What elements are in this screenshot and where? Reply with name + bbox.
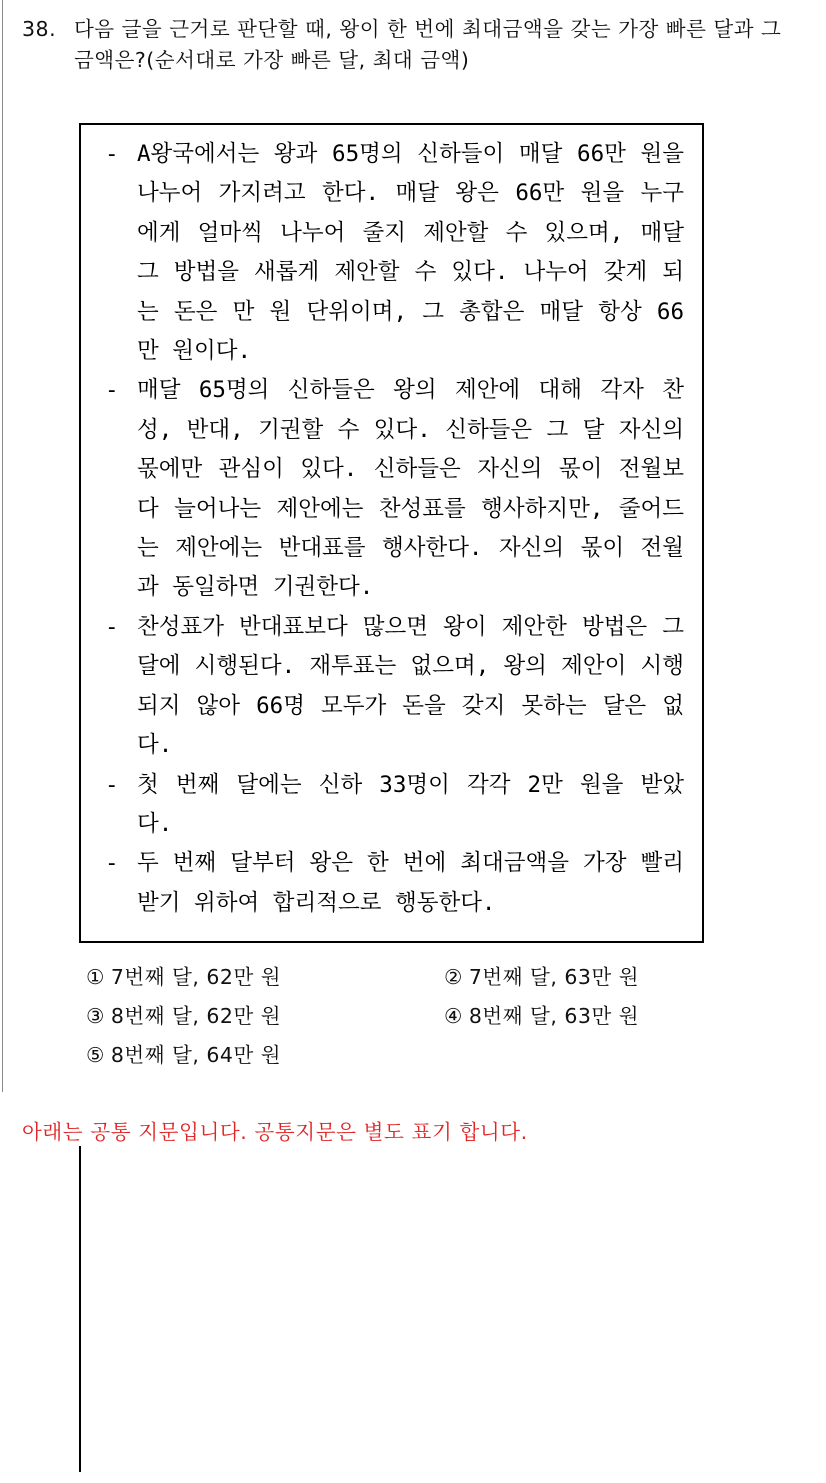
dash-bullet: - xyxy=(105,613,119,640)
dash-bullet: - xyxy=(105,141,119,167)
choice-5[interactable] xyxy=(86,1036,444,1075)
choice-2[interactable] xyxy=(444,958,744,997)
question-stem: 다음 글을 근거로 판단할 때, 왕이 한 번에 최대금액을 갖는 가장 빠른 달과 그 금액은?(순서대로 가장 빠른 달, 최대 금액) xyxy=(74,17,789,72)
choice-label: 8번째 달, 62만 원 xyxy=(110,1004,282,1028)
dash-bullet: - xyxy=(105,850,119,877)
choice-marker: ② xyxy=(444,965,463,989)
choice-label: 8번째 달, 63만 원 xyxy=(468,1004,640,1028)
passage-item-text: 두 번째 달부터 왕은 한 번에 최대금액을 가장 빨리 받기 위하여 합리적으로 행동한다. xyxy=(137,850,684,916)
passage-item-text: 찬성표가 반대표보다 많으면 왕이 제안한 방법은 그 달에 시행된다. 재투표는 없으며, 왕의 제안이 시행되지 않아 66명 모두가 돈을 갖지 못하는 달은 없다. xyxy=(137,613,684,759)
passage-item xyxy=(101,371,684,607)
passage-item-text: 첫 번째 달에는 신하 33명이 각각 2만 원을 받았다. xyxy=(137,771,684,837)
passage-item xyxy=(101,135,684,371)
dash-bullet: - xyxy=(105,771,119,798)
passage-item xyxy=(101,766,684,845)
choice-marker: ① xyxy=(86,965,105,989)
page-left-border xyxy=(2,0,3,1092)
dash-bullet: - xyxy=(105,377,119,404)
passage-item xyxy=(101,608,684,766)
common-passage-notice: 아래는 공통 지문입니다. 공통지문은 별도 표기 합니다. xyxy=(22,1120,528,1144)
passage-item-text: A왕국에서는 왕과 65명의 신하들이 매달 66만 원을 나누어 가지려고 한다. 매달 왕은 66만 원을 누구에게 얼마씩 나누어 줄지 제안할 수 있으며, 매달 그 방법을 새롭게 제안할 수 있다. 나누어 갖게 되는 돈은 만 원 단위이며, 그 총합은 매달 항상 66만 원이다. xyxy=(137,141,684,365)
passage-item xyxy=(101,844,684,923)
passage-box xyxy=(79,123,704,943)
question-number: 38. xyxy=(22,17,57,41)
choice-marker: ③ xyxy=(86,1004,105,1028)
passage-item-text: 매달 65명의 신하들은 왕의 제안에 대해 각자 찬성, 반대, 기권할 수 있다. 신하들은 그 달 자신의 몫에만 관심이 있다. 신하들은 자신의 몫이 전월보다 늘어나는 제안에는 찬성표를 행사하지만, 줄어드는 제안에는 반대표를 행사한다. 자신의 몫이 전월과 동일하면 기권한다. xyxy=(137,377,684,601)
choice-label: 8번째 달, 64만 원 xyxy=(110,1043,282,1067)
choice-label: 7번째 달, 63만 원 xyxy=(468,965,640,989)
passage-list xyxy=(81,125,702,923)
choice-1[interactable] xyxy=(86,958,444,997)
choice-3[interactable] xyxy=(86,997,444,1036)
choice-marker: ④ xyxy=(444,1004,463,1028)
question xyxy=(22,14,789,76)
common-passage-divider xyxy=(79,1146,81,1472)
answer-choices xyxy=(86,958,746,1075)
choice-label: 7번째 달, 62만 원 xyxy=(110,965,282,989)
choice-4[interactable] xyxy=(444,997,744,1036)
choice-marker: ⑤ xyxy=(86,1043,105,1067)
